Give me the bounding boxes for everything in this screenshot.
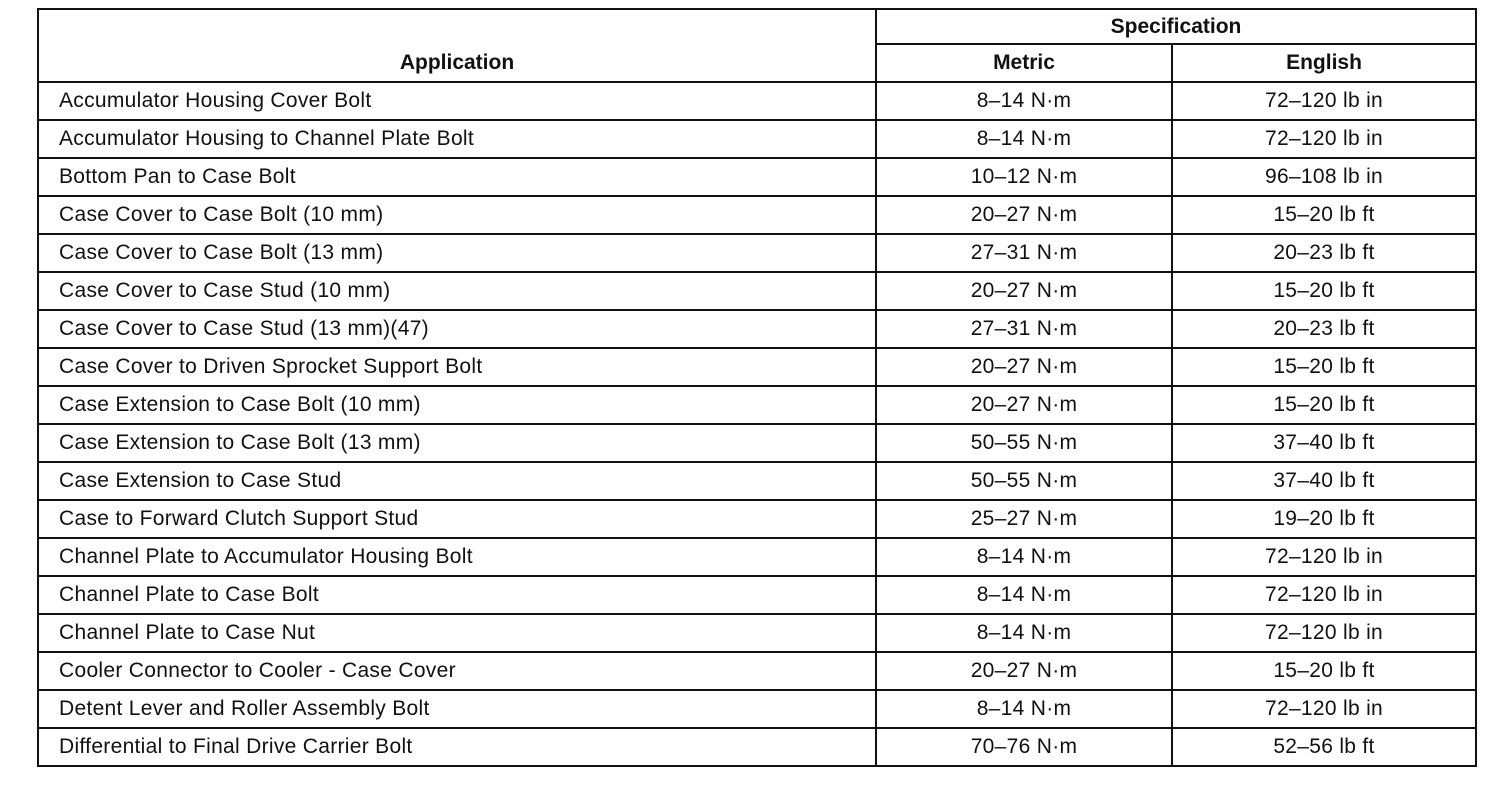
table-row [38,386,1476,424]
table-row [38,728,1476,766]
metric-cell: 50–55 N·m [876,462,1172,500]
application-cell: Case Cover to Case Bolt (13 mm) [38,234,876,272]
english-cell: 15–20 lb ft [1172,348,1476,386]
table-row [38,234,1476,272]
metric-cell: 27–31 N·m [876,310,1172,348]
application-cell: Case to Forward Clutch Support Stud [38,500,876,538]
table-row [38,120,1476,158]
table-row [38,82,1476,120]
application-cell: Detent Lever and Roller Assembly Bolt [38,690,876,728]
english-cell: 72–120 lb in [1172,120,1476,158]
application-cell: Case Cover to Case Bolt (10 mm) [38,196,876,234]
metric-cell: 8–14 N·m [876,538,1172,576]
english-cell: 72–120 lb in [1172,690,1476,728]
application-cell: Bottom Pan to Case Bolt [38,158,876,196]
metric-header: Metric [876,44,1172,82]
header-row-top [38,9,1476,44]
table-row [38,576,1476,614]
english-cell: 15–20 lb ft [1172,386,1476,424]
table-row [38,652,1476,690]
application-cell: Channel Plate to Case Nut [38,614,876,652]
table-row [38,424,1476,462]
english-cell: 20–23 lb ft [1172,310,1476,348]
application-cell: Case Cover to Case Stud (13 mm)(47) [38,310,876,348]
application-cell: Case Extension to Case Bolt (13 mm) [38,424,876,462]
table-row [38,348,1476,386]
application-cell: Case Cover to Driven Sprocket Support Bolt [38,348,876,386]
metric-cell: 8–14 N·m [876,120,1172,158]
metric-cell: 70–76 N·m [876,728,1172,766]
english-cell: 15–20 lb ft [1172,652,1476,690]
english-cell: 37–40 lb ft [1172,462,1476,500]
table-row [38,272,1476,310]
english-header: English [1172,44,1476,82]
application-cell: Case Cover to Case Stud (10 mm) [38,272,876,310]
table-row [38,538,1476,576]
application-cell: Accumulator Housing Cover Bolt [38,82,876,120]
table-row [38,500,1476,538]
english-cell: 72–120 lb in [1172,576,1476,614]
table-row [38,614,1476,652]
english-cell: 72–120 lb in [1172,614,1476,652]
metric-cell: 50–55 N·m [876,424,1172,462]
english-cell: 72–120 lb in [1172,538,1476,576]
metric-cell: 20–27 N·m [876,348,1172,386]
english-cell: 96–108 lb in [1172,158,1476,196]
english-cell: 15–20 lb ft [1172,196,1476,234]
metric-cell: 8–14 N·m [876,82,1172,120]
metric-cell: 27–31 N·m [876,234,1172,272]
english-cell: 15–20 lb ft [1172,272,1476,310]
metric-cell: 8–14 N·m [876,690,1172,728]
table-row [38,196,1476,234]
metric-cell: 8–14 N·m [876,576,1172,614]
table-row [38,462,1476,500]
application-cell: Case Extension to Case Stud [38,462,876,500]
application-cell: Accumulator Housing to Channel Plate Bolt [38,120,876,158]
application-cell: Case Extension to Case Bolt (10 mm) [38,386,876,424]
metric-cell: 10–12 N·m [876,158,1172,196]
table-body [38,82,1476,766]
table-header [38,9,1476,82]
metric-cell: 20–27 N·m [876,196,1172,234]
metric-cell: 20–27 N·m [876,272,1172,310]
metric-cell: 8–14 N·m [876,614,1172,652]
metric-cell: 20–27 N·m [876,652,1172,690]
english-cell: 20–23 lb ft [1172,234,1476,272]
application-cell: Channel Plate to Accumulator Housing Bolt [38,538,876,576]
application-cell: Differential to Final Drive Carrier Bolt [38,728,876,766]
application-cell: Channel Plate to Case Bolt [38,576,876,614]
fastener-spec-table [37,8,1477,767]
specification-header: Specification [876,9,1476,44]
metric-cell: 20–27 N·m [876,386,1172,424]
application-cell: Cooler Connector to Cooler - Case Cover [38,652,876,690]
english-cell: 37–40 lb ft [1172,424,1476,462]
english-cell: 19–20 lb ft [1172,500,1476,538]
english-cell: 72–120 lb in [1172,82,1476,120]
table-row [38,310,1476,348]
table-row [38,158,1476,196]
english-cell: 52–56 lb ft [1172,728,1476,766]
table-row [38,690,1476,728]
application-header: Application [38,9,876,82]
metric-cell: 25–27 N·m [876,500,1172,538]
